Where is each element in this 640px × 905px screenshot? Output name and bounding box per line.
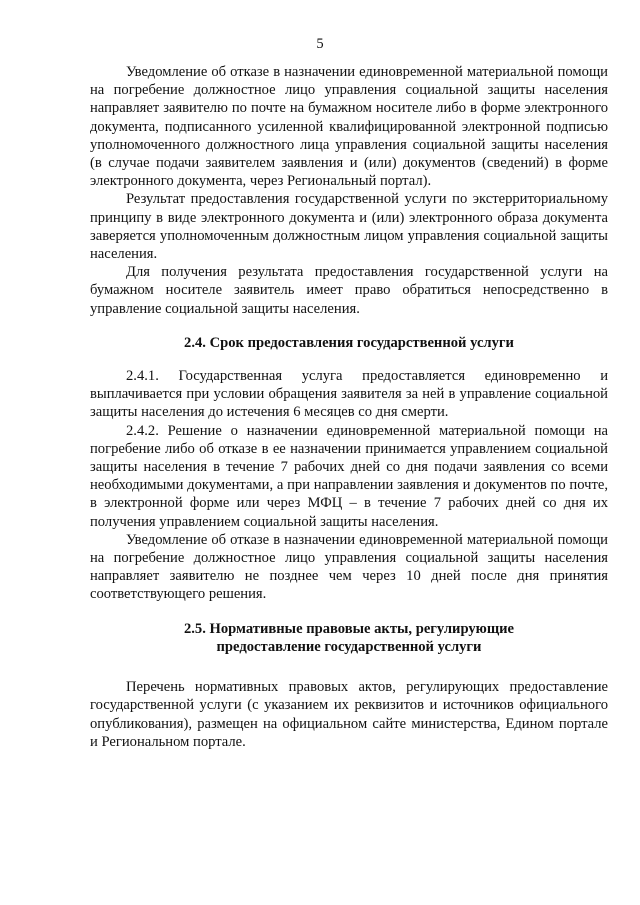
section-2-4-heading: 2.4. Срок предоставления государственной услуги (184, 334, 514, 351)
section-2-5-body (90, 678, 608, 751)
page-number: 5 (316, 36, 324, 52)
section-2-5-heading-line1: 2.5. Нормативные правовые акты, регулирующие (183, 620, 515, 637)
paragraph-2-4-refusal: Уведомление об отказе в назначении единовременной материальной помощи на погребение должностное лицо управления социальной защиты населения направляет заявителю не позднее чем через 10 дней после дня принятия соответствующего решения. (90, 531, 608, 603)
paragraph-2-4-1: 2.4.1. Государственная услуга предоставляется единовременно и выплачивается при условии обращения заявителя за ней в управление социальной защиты населения до истечения 6 месяцев со дня смерти. (90, 368, 608, 421)
paragraph-refusal-notice: Уведомление об отказе в назначении единовременной материальной помощи на погребение должностное лицо управления социальной защиты населения направляет заявителю по почте на бумажном носителе либо в форме электронного документа, подписанного усиленной квалифицированной электронной подписью уполномоченного должностного лица управления социальной защиты населения (в случае подачи заявителем заявления и (или) документов (сведений) в форме электронного документа, через Региональный портал). (90, 64, 608, 190)
paragraph-2-5-acts: Перечень нормативных правовых актов, регулирующих предоставление государственной услуги (с указанием их реквизитов и источников официального опубликования), размещен на официальном сайте министерства, Едином портале и Региональном портале. (90, 679, 608, 750)
paragraph-extraterritorial-result: Результат предоставления государственной услуги по экстерриториальному принципу в виде электронного документа и (или) электронного образа документа заверяется уполномоченным должностным лицом управления социальной защиты населения. (90, 191, 608, 263)
paragraph-2-4-2: 2.4.2. Решение о назначении единовременной материальной помощи на погребение либо об отказе в ее назначении принимается управлением социальной защиты населения в течение 7 рабочих дней со дня подачи заявления со всеми необходимыми документами, а при направлении заявления и документов по почте, в электронной форме или через МФЦ – в течение 7 рабочих дней со дня их получения управлением социальной защиты населения. (90, 422, 608, 530)
paragraph-paper-result: Для получения результата предоставления государственной услуги на бумажном носителе заявитель имеет право обратиться непосредственно в управление социальной защиты населения. (90, 264, 608, 317)
section-2-5-heading (90, 620, 608, 656)
section-2-5-heading-line2: предоставление государственной услуги (216, 638, 482, 655)
document-body (90, 63, 608, 751)
section-2-4-body (90, 367, 608, 604)
